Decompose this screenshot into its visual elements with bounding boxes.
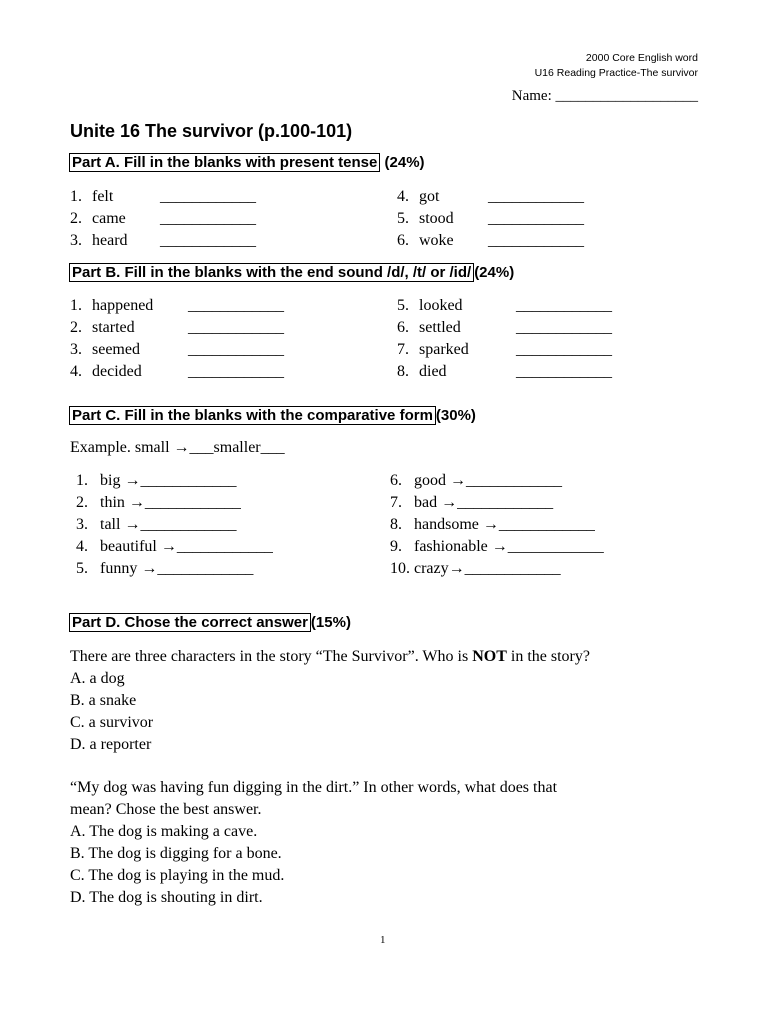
list-item xyxy=(70,186,256,208)
part-b-percent: (24%) xyxy=(474,264,515,281)
list-item xyxy=(76,558,273,580)
answer-blank[interactable]: ____________ xyxy=(516,363,612,380)
item-word: bad xyxy=(414,494,438,511)
item-word: happened xyxy=(92,297,154,314)
arrow-icon: → xyxy=(124,516,141,533)
part-a-left-column xyxy=(70,186,256,252)
item-number: 9. xyxy=(390,538,402,555)
arrow-icon: → xyxy=(441,494,458,511)
answer-blank[interactable]: ____________ xyxy=(188,341,284,358)
item-number: 3. xyxy=(70,232,82,249)
question-2-line-1: “My dog was having fun digging in the dirt.” In other words, what does that xyxy=(70,779,558,796)
item-number: 2. xyxy=(70,210,82,227)
part-a-right-column xyxy=(397,186,584,252)
item-word: handsome xyxy=(414,516,479,533)
item-word: thin xyxy=(100,494,125,511)
arrow-icon: → xyxy=(160,538,177,555)
answer-blank[interactable]: ____________ xyxy=(188,297,284,314)
answer-blank[interactable]: ____________ xyxy=(488,232,584,249)
list-item xyxy=(70,317,284,339)
item-word: sparked xyxy=(419,341,469,358)
option-a[interactable]: A. a dog xyxy=(70,670,125,687)
list-item xyxy=(397,208,584,230)
question-1 xyxy=(70,646,590,756)
item-number: 8. xyxy=(397,363,409,380)
list-item xyxy=(76,514,273,536)
answer-blank[interactable]: ____________ xyxy=(188,319,284,336)
arrow-icon: → xyxy=(128,494,145,511)
answer-blank[interactable]: ____________ xyxy=(160,232,256,249)
item-number: 7. xyxy=(397,341,409,358)
part-b-right-column xyxy=(397,295,612,383)
answer-blank[interactable]: ____________ xyxy=(466,472,562,489)
item-number: 2. xyxy=(76,494,88,511)
list-item xyxy=(397,186,584,208)
option-d[interactable]: D. The dog is shouting in dirt. xyxy=(70,889,263,906)
item-number: 6. xyxy=(397,319,409,336)
part-d-label: Part D. Chose the correct answer xyxy=(69,613,311,632)
list-item xyxy=(76,536,273,558)
part-a-label: Part A. Fill in the blanks with present tense xyxy=(69,153,380,172)
part-c-percent: (30%) xyxy=(435,407,476,424)
item-word: died xyxy=(419,363,447,380)
list-item xyxy=(390,492,604,514)
arrow-icon: → xyxy=(448,560,465,577)
item-word: seemed xyxy=(92,341,140,358)
answer-blank[interactable]: ____________ xyxy=(507,538,604,555)
item-word: big xyxy=(100,472,121,489)
name-field[interactable]: Name: ___________________ xyxy=(511,88,698,104)
item-number: 5. xyxy=(397,210,409,227)
example-word: Example. small xyxy=(70,439,170,456)
item-number: 4. xyxy=(397,188,409,205)
item-number: 6. xyxy=(390,472,402,489)
worksheet-title: Unite 16 The survivor (p.100-101) xyxy=(70,121,353,141)
answer-blank[interactable]: ____________ xyxy=(488,188,584,205)
item-number: 1. xyxy=(70,297,82,314)
question-2 xyxy=(70,777,557,909)
answer-blank[interactable]: ____________ xyxy=(464,560,561,577)
item-word: started xyxy=(92,319,135,336)
course-title: 2000 Core English word xyxy=(585,52,698,64)
lesson-title: U16 Reading Practice-The survivor xyxy=(534,67,698,79)
arrow-icon: → xyxy=(173,439,190,456)
question-1-text xyxy=(70,646,590,668)
question-text: in the story? xyxy=(506,648,590,665)
item-word: stood xyxy=(419,210,454,227)
part-b-label: Part B. Fill in the blanks with the end sound /d/, /t/ or /id/ xyxy=(69,263,474,282)
item-number: 1. xyxy=(70,188,82,205)
part-c-label: Part C. Fill in the blanks with the comparative form xyxy=(69,406,436,425)
option-b[interactable]: B. The dog is digging for a bone. xyxy=(70,845,282,862)
list-item xyxy=(397,230,584,252)
list-item xyxy=(397,295,612,317)
item-word: good xyxy=(414,472,446,489)
item-word: woke xyxy=(419,232,454,249)
item-word: heard xyxy=(92,232,128,249)
item-word: decided xyxy=(92,363,142,380)
item-word: looked xyxy=(419,297,463,314)
option-c[interactable]: C. a survivor xyxy=(70,714,154,731)
item-word: beautiful xyxy=(100,538,157,555)
list-item xyxy=(70,230,256,252)
item-word: funny xyxy=(100,560,138,577)
part-d-percent: (15%) xyxy=(310,614,351,631)
page-number: 1 xyxy=(380,934,386,946)
list-item xyxy=(70,295,284,317)
list-item xyxy=(397,339,612,361)
item-number: 3. xyxy=(70,341,82,358)
answer-blank[interactable]: ____________ xyxy=(157,560,254,577)
item-word: tall xyxy=(100,516,121,533)
part-b-left-column xyxy=(70,295,284,383)
item-number: 8. xyxy=(390,516,402,533)
answer-blank[interactable]: ____________ xyxy=(144,494,241,511)
answer-blank[interactable]: ____________ xyxy=(516,297,612,314)
answer-blank[interactable]: ____________ xyxy=(516,319,612,336)
item-number: 7. xyxy=(390,494,402,511)
item-number: 2. xyxy=(70,319,82,336)
part-c-example xyxy=(70,437,285,459)
answer-blank[interactable]: ____________ xyxy=(498,516,595,533)
list-item xyxy=(390,558,604,580)
item-number: 1. xyxy=(76,472,88,489)
arrow-icon: → xyxy=(124,472,141,489)
arrow-icon: → xyxy=(450,472,466,489)
item-number: 10. xyxy=(390,560,410,577)
item-number: 5. xyxy=(397,297,409,314)
list-item xyxy=(390,514,604,536)
part-c-right-column xyxy=(390,470,604,580)
part-b-heading xyxy=(69,264,514,281)
item-word: fashionable xyxy=(414,538,488,555)
item-number: 3. xyxy=(76,516,88,533)
list-item xyxy=(70,339,284,361)
item-word: got xyxy=(419,188,440,205)
item-word: felt xyxy=(92,188,114,205)
answer-blank[interactable]: ____________ xyxy=(516,341,612,358)
part-d-heading xyxy=(69,614,351,631)
item-number: 6. xyxy=(397,232,409,249)
part-c-left-column xyxy=(76,470,273,580)
item-word: came xyxy=(92,210,126,227)
option-c[interactable]: C. The dog is playing in the mud. xyxy=(70,867,285,884)
answer-blank[interactable]: ____________ xyxy=(188,363,284,380)
question-text: There are three characters in the story “The Survivor”. Who is xyxy=(70,648,473,665)
list-item xyxy=(390,470,604,492)
answer-blank[interactable]: ____________ xyxy=(140,472,237,489)
list-item xyxy=(76,492,273,514)
list-item xyxy=(397,317,612,339)
part-a-percent: (24%) xyxy=(384,154,425,171)
item-number: 4. xyxy=(70,363,82,380)
answer-blank[interactable]: ____________ xyxy=(160,188,256,205)
emphasis-not: NOT xyxy=(472,648,507,665)
item-number: 5. xyxy=(76,560,88,577)
part-a-heading xyxy=(69,154,425,171)
answer-blank[interactable]: ____________ xyxy=(160,210,256,227)
list-item xyxy=(397,361,612,383)
answer-blank[interactable]: ____________ xyxy=(488,210,584,227)
list-item xyxy=(70,361,284,383)
option-a[interactable]: A. The dog is making a cave. xyxy=(70,823,258,840)
item-word: crazy xyxy=(414,560,449,577)
question-2-line-2: mean? Chose the best answer. xyxy=(70,801,262,818)
arrow-icon: → xyxy=(141,560,158,577)
answer-blank[interactable]: ____________ xyxy=(176,538,273,555)
part-c-heading xyxy=(69,407,476,424)
list-item xyxy=(390,536,604,558)
arrow-icon: → xyxy=(491,538,508,555)
item-number: 4. xyxy=(76,538,88,555)
option-b[interactable]: B. a snake xyxy=(70,692,137,709)
example-answer: ___smaller___ xyxy=(189,439,285,456)
item-word: settled xyxy=(419,319,461,336)
answer-blank[interactable]: ____________ xyxy=(140,516,237,533)
answer-blank[interactable]: ____________ xyxy=(457,494,554,511)
option-d[interactable]: D. a reporter xyxy=(70,736,152,753)
arrow-icon: → xyxy=(482,516,499,533)
list-item xyxy=(70,208,256,230)
list-item xyxy=(76,470,273,492)
